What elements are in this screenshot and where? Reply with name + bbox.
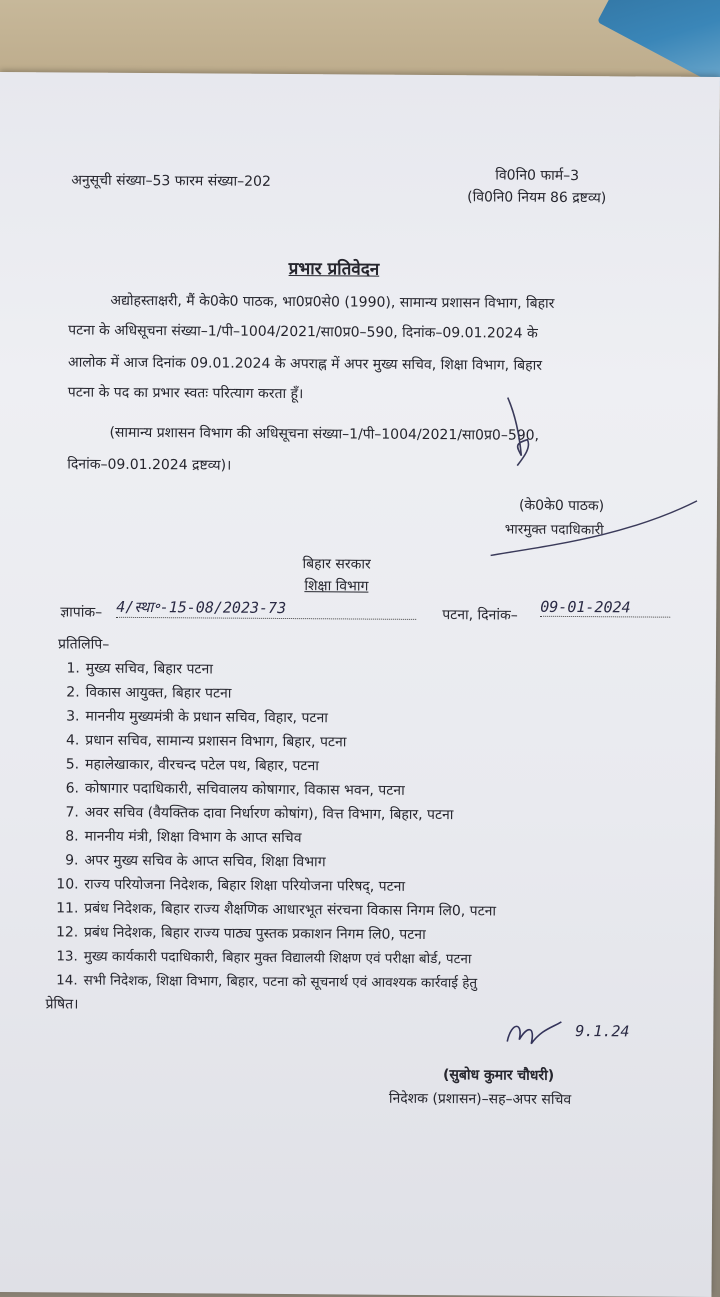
office-department: शिक्षा विभाग — [304, 578, 369, 595]
signature-mark-2 — [501, 1016, 571, 1056]
form-number: वि0नि0 फार्म–3 — [495, 167, 580, 185]
signatory-2-designation: निदेशक (प्रशासन)–सह–अपर सचिव — [388, 1090, 572, 1109]
copy-label: प्रतिलिपि– — [57, 636, 110, 653]
list-item: 7. अवर सचिव (वैयक्तिक दावा निर्धारण कोषांग), वित्त विभाग, बिहार, पटना — [65, 804, 454, 824]
list-item: 2. विकास आयुक्त, बिहार पटना — [66, 684, 232, 702]
reference-line-1: (सामान्य प्रशासन विभाग की अधिसूचना संख्या–1/पी–1004/2021/सा0प्र0–590, — [109, 424, 540, 444]
memo-place-date-label: पटना, दिनांक– — [442, 607, 518, 624]
list-item: 10. राज्य परियोजना निदेशक, बिहार शिक्षा परियोजना परिषद्, पटना — [56, 876, 406, 895]
body-line-3: आलोक में आज दिनांक 09.01.2024 के अपराह्न में अपर मुख्य सचिव, शिक्षा विभाग, बिहार — [67, 354, 543, 374]
memo-date: 09-01-2024 — [540, 598, 670, 618]
list-item: 12. प्रबंध निदेशक, बिहार राज्य पाठ्य पुस्तक प्रकाशन निगम लि0, पटना — [55, 924, 426, 943]
list-item: 5. महालेखाकार, वीरचन्द पटेल पथ, बिहार, पटना — [65, 756, 319, 775]
body-line-1: अद्योहस्ताक्षरी, मैं के0के0 पाठक, भा0प्र0से0 (1990), सामान्य प्रशासन विभाग, बिहार — [110, 292, 555, 312]
document-page — [0, 72, 720, 1297]
signature-date: 9.1.24 — [575, 1022, 630, 1041]
list-item: 13. मुख्य कार्यकारी पदाधिकारी, बिहार मुक्त विद्यालयी शिक्षण एवं परीक्षा बोर्ड, पटना — [56, 948, 472, 968]
list-item: 8. माननीय मंत्री, शिक्षा विभाग के आप्त सचिव — [65, 828, 302, 847]
signatory-2-name: (सुबोध कुमार चौधरी) — [442, 1067, 555, 1084]
body-line-4: पटना के पद का प्रभार स्वतः परित्याग करता हूँ। — [67, 384, 304, 403]
list-item: 11. प्रबंध निदेशक, बिहार राज्य शैक्षणिक आधारभूत संरचना विकास निगम लि0, पटना — [56, 900, 497, 920]
rule-reference: (वि0नि0 नियम 86 द्रष्टव्य) — [467, 189, 607, 207]
list-item: 1. मुख्य सचिव, बिहार पटना — [66, 660, 213, 678]
list-item: 4. प्रधान सचिव, सामान्य प्रशासन विभाग, बिहार, पटना — [65, 732, 347, 751]
list-item: 3. माननीय मुख्यमंत्री के प्रधान सचिव, विहार, पटना — [66, 708, 328, 727]
schedule-number: अनुसूची संख्या–53 फारम संख्या–202 — [71, 172, 271, 190]
copy-tail: प्रेषित। — [45, 996, 79, 1013]
reference-line-2: दिनांक–09.01.2024 द्रष्टव्य)। — [67, 456, 232, 474]
memo-number: 4/स्था॰-15-08/2023-73 — [116, 597, 416, 620]
signatory-1-designation: भारमुक्त पदाधिकारी — [504, 521, 604, 539]
document-title: प्रभार प्रतिवेदन — [288, 259, 380, 280]
signature-mark-1 — [487, 395, 548, 475]
list-item: 9. अपर मुख्य सचिव के आप्त सचिव, शिक्षा विभाग — [65, 852, 326, 871]
body-line-2: पटना के अधिसूचना संख्या–1/पी–1004/2021/सा0प्र0–590, दिनांक–09.01.2024 के — [68, 322, 538, 342]
signatory-1-name: (के0के0 पाठक) — [518, 497, 605, 515]
office-government: बिहार सरकार — [302, 556, 371, 573]
list-item: 6. कोषागार पदाधिकारी, सचिवालय कोषागार, विकास भवन, पटना — [65, 780, 405, 799]
list-item: 14. सभी निदेशक, शिक्षा विभाग, बिहार, पटना को सूचनार्थ एवं आवश्यक कार्रवाई हेतु — [56, 972, 478, 992]
memo-label: ज्ञापांक– — [60, 604, 103, 621]
signature-stroke-1 — [487, 495, 707, 567]
